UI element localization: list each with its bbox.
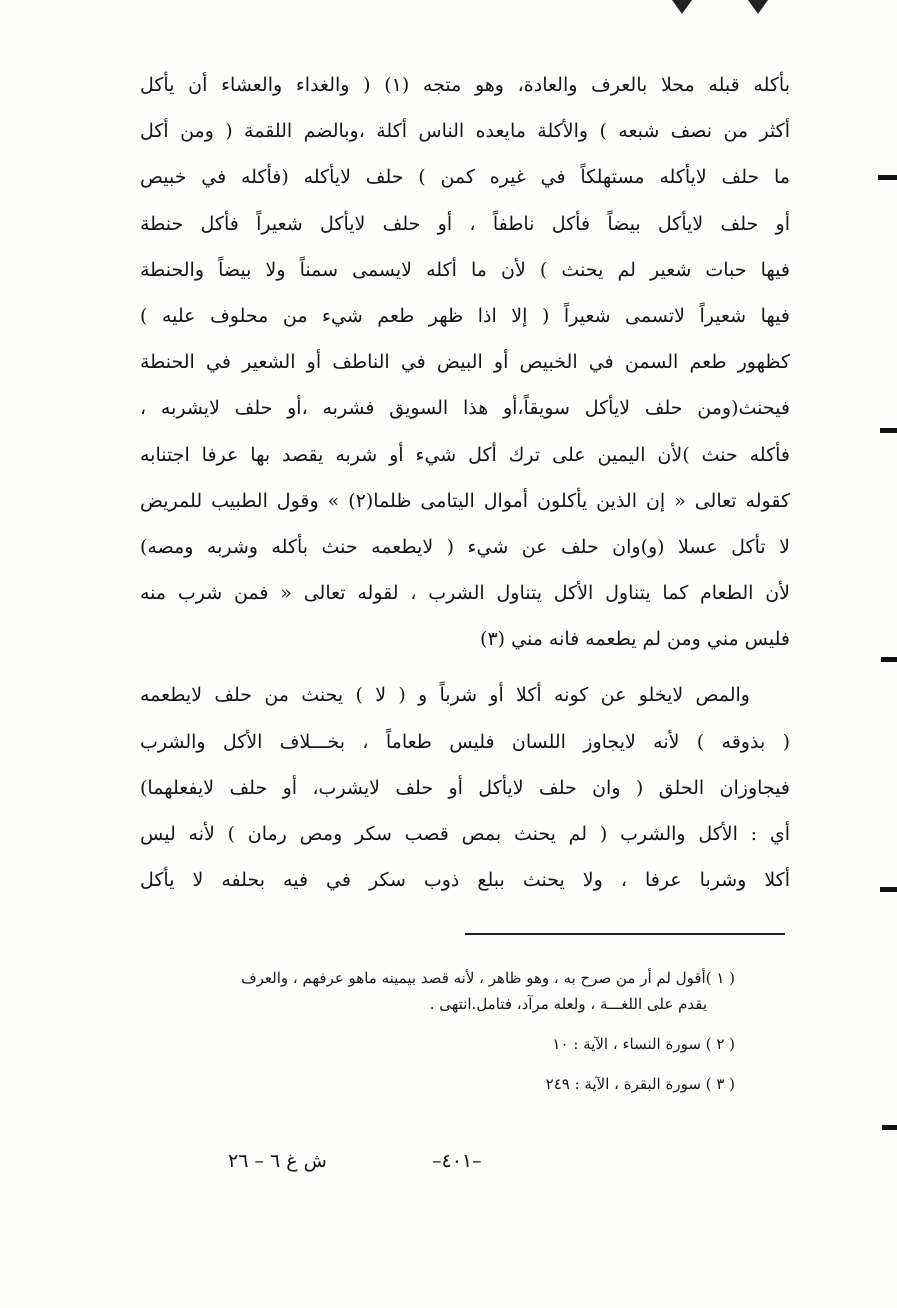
text-line: أي : الأكل والشرب ( لم يحنث بمص قصب سكر ومص رمان ) لأنه ليس: [140, 823, 790, 845]
footnote-2: ( ٢ ) سورة النساء ، الآية : ١٠: [552, 1035, 735, 1053]
text-line: فيها شعيراً لاتسمى شعيراً ( إلا اذا ظهر طعم شيء من محلوف عليه ): [140, 304, 790, 327]
text-line: فليس مني ومن لم يطعمه فانه مني (٣): [480, 628, 790, 651]
margin-tick-mark: [881, 657, 897, 662]
margin-tick-mark: [878, 175, 897, 180]
paragraph-gap: [140, 662, 790, 672]
text-line: أكلا وشربا عرفا ، ولا يحنث ببلع ذوب سكر في فيه بحلفه لا يأكل: [140, 869, 790, 892]
footnote-1-continuation: يقدم على اللغـــة ، ولعله مرآد، فتامل.انتهى .: [429, 995, 707, 1013]
text-line: ( بذوقه ) لأنه لايجاوز اللسان فليس طعاماً ، بخـــلاف الأكل والشرب: [140, 730, 790, 753]
page-number: –٤٠١–: [432, 1150, 482, 1172]
text-line: فيحنث(ومن حلف لايأكل سويقاً،أو هذا السويق فشربه ،أو حلف لايشربه ،: [140, 397, 790, 420]
text-line: فيها حبات شعير لم يحنث ) لأن ما أكله لايسمى سمناً ولا بيضاً والحنطة: [140, 258, 790, 281]
margin-tick-mark: [880, 887, 897, 892]
text-line: أكثر من نصف شبعه ) والأكلة مايعده الناس أكلة ،وبالضم اللقمة ( ومن أكل: [140, 120, 790, 143]
text-line: فأكله حنث )لأن اليمين على ترك أكل شيء أو شربه يقصد بها عرفا اجتنابه: [140, 443, 790, 466]
text-line: فيجاوزان الحلق ( وان حلف لايأكل أو حلف لايشرب، أو حلف لايفعلهما): [140, 776, 790, 799]
footnotes-block: [130, 965, 735, 1097]
text-line: لأن الطعام كما يتناول الأكل يتناول الشرب ، لقوله تعالى « فمن شرب منه: [140, 582, 790, 605]
text-line: ما حلف لايأكله مستهلكاً في غيره كمن ) حلف لايأكله (فأكله في خبيص: [140, 166, 790, 189]
text-line: بأكله قبله محلا بالعرف والعادة، وهو متجه (١) ( والغداء والعشاء أن يأكل: [140, 74, 790, 96]
footnote-1: ( ١ )أقول لم أر من صرح به ، وهو ظاهر ، لأنه قصد بيمينه ماهو عرفهم ، والعرف: [241, 969, 735, 987]
text-line: كقوله تعالى « إن الذين يأكلون أموال اليتامى ظلما(٢) » وقول الطبيب للمريض: [140, 489, 790, 512]
text-line: لا تأكل عسلا (و)وان حلف عن شيء ( لايطعمه حنث بأكله وشربه ومصه): [140, 535, 790, 558]
printer-signature: ش غ ٦ – ٢٦: [228, 1150, 327, 1172]
text-line: والمص لايخلو عن كونه أكلا أو شرباً و ( لا ) يحنث من حلف لايطعمه: [140, 684, 750, 707]
footnote-divider: [465, 933, 785, 935]
main-text-block: [140, 62, 790, 903]
margin-tick-mark: [880, 428, 897, 433]
margin-tick-mark: [882, 1125, 897, 1130]
page-corner-mark-icon: [672, 0, 692, 14]
text-line: كظهور طعم السمن في الخبيص أو البيض في الناطف أو الشعير في الحنطة: [140, 351, 790, 374]
page-corner-mark-icon: [748, 0, 768, 14]
text-line: أو حلف لايأكل بيضاً فأكل ناطفاً ، أو حلف لايأكل شعيراً فأكل حنطة: [140, 212, 790, 235]
footnote-3: ( ٣ ) سورة البقرة ، الآية : ٢٤٩: [545, 1075, 735, 1093]
